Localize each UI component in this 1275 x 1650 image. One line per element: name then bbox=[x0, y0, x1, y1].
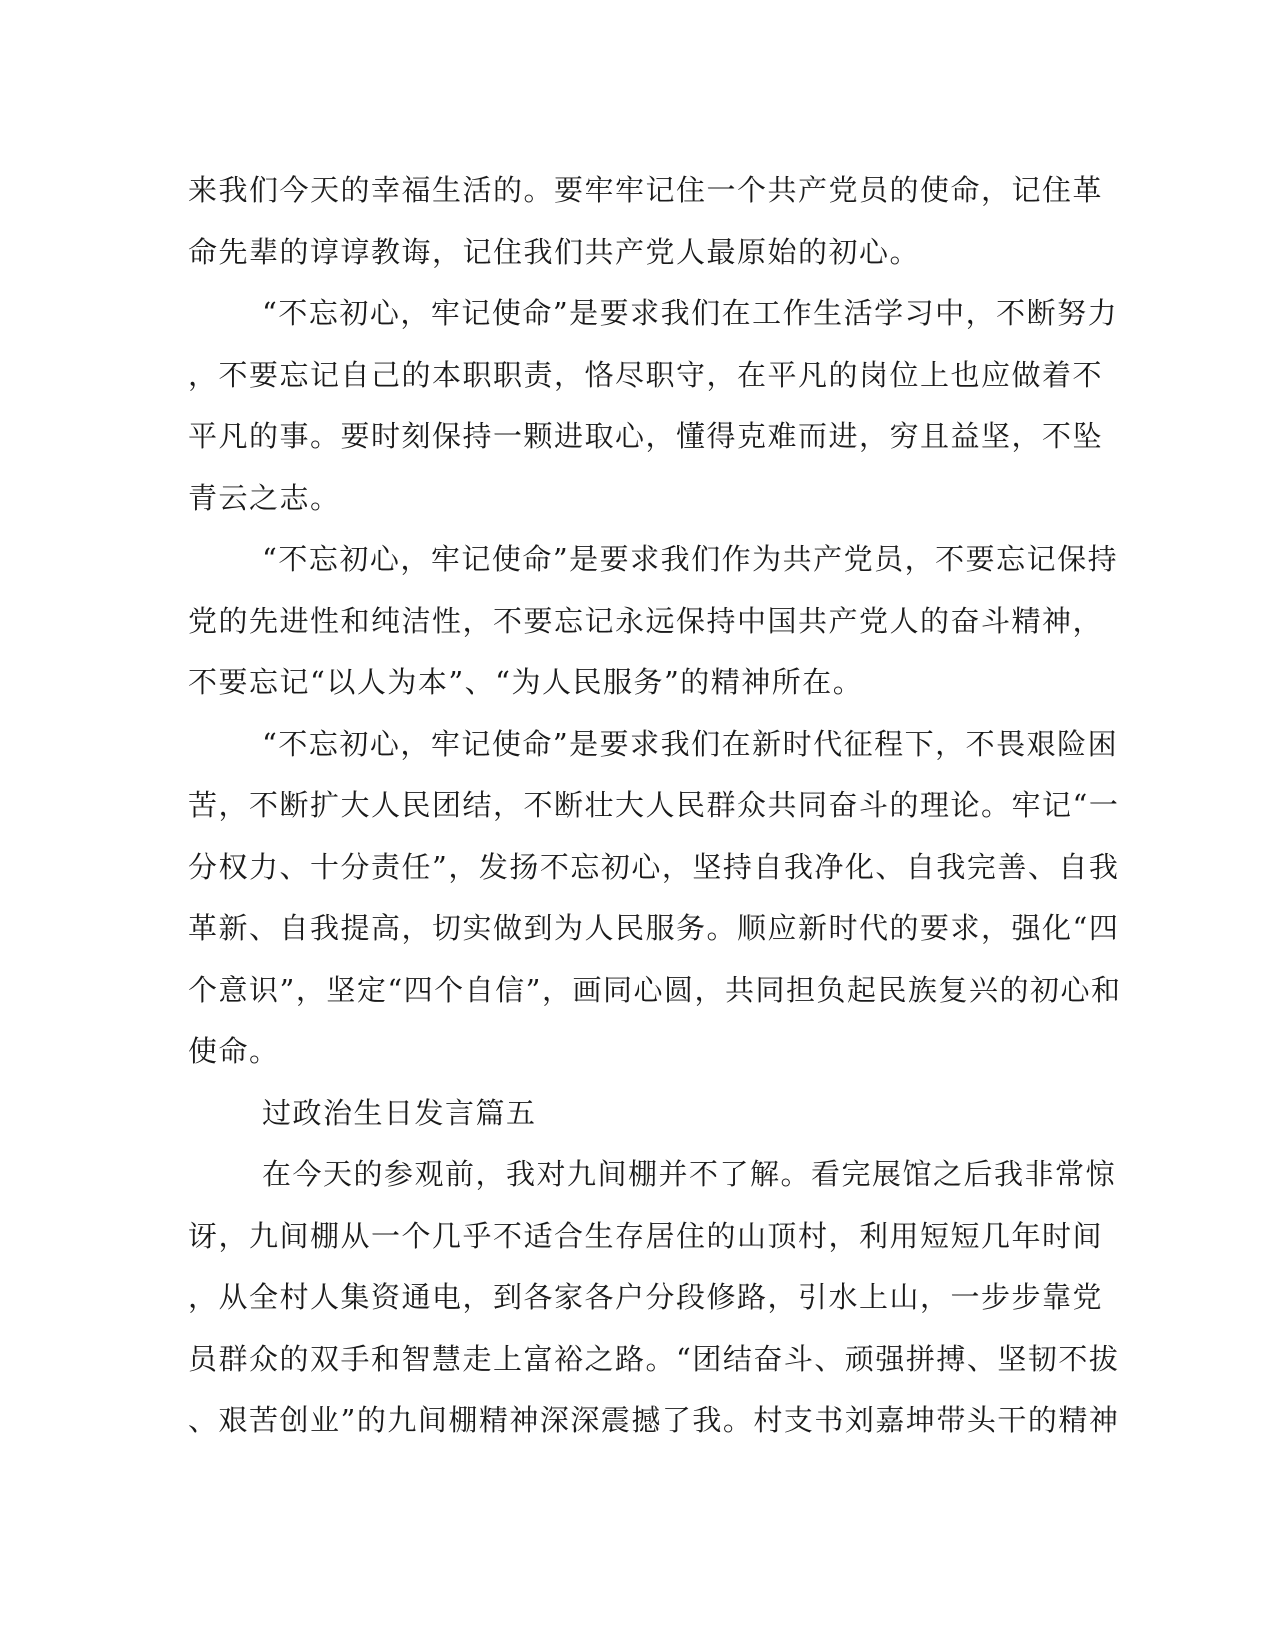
text-line: 来我们今天的幸福生活的。要牢牢记住一个共产党员的使命，记住革 bbox=[188, 173, 1104, 207]
section-heading: 过政治生日发言篇五 bbox=[262, 1095, 537, 1130]
text-line: ，不要忘记自己的本职职责，恪尽职守，在平凡的岗位上也应做着不 bbox=[188, 357, 1104, 392]
text-line: 员群众的双手和智慧走上富裕之路。“团结奋斗、顽强拼搏、坚韧不拔 bbox=[188, 1341, 1120, 1376]
text-line: 命先辈的谆谆教诲，记住我们共产党人最原始的初心。 bbox=[188, 234, 921, 269]
paragraph-start-line: “不忘初心，牢记使命”是要求我们在新时代征程下，不畏艰险困 bbox=[262, 726, 1119, 761]
paragraph-start-line: 在今天的参观前，我对九间棚并不了解。看完展馆之后我非常惊 bbox=[262, 1157, 1117, 1191]
text-line: 、艰苦创业”的九间棚精神深深震撼了我。村支书刘嘉坤带头干的精神 bbox=[188, 1403, 1120, 1437]
text-line: 使命。 bbox=[188, 1034, 280, 1068]
text-line: 分权力、十分责任”，发扬不忘初心，坚持自我净化、自我完善、自我 bbox=[188, 849, 1120, 884]
text-line: 青云之志。 bbox=[188, 480, 341, 515]
paragraph-start-line: “不忘初心，牢记使命”是要求我们在工作生活学习中，不断努力 bbox=[262, 296, 1119, 330]
text-line: 党的先进性和纯洁性，不要忘记永远保持中国共产党人的奋斗精神， bbox=[188, 603, 1104, 638]
text-line: ，从全村人集资通电，到各家各户分段修路，引水上山，一步步靠党 bbox=[188, 1280, 1104, 1314]
text-line: 革新、自我提高，切实做到为人民服务。顺应新时代的要求，强化“四 bbox=[188, 911, 1120, 945]
text-line: 讶，九间棚从一个几乎不适合生存居住的山顶村，利用短短几年时间 bbox=[188, 1218, 1104, 1253]
text-line: 平凡的事。要时刻保持一颗进取心，懂得克难而进，穷且益坚，不坠 bbox=[188, 419, 1104, 453]
document-body bbox=[188, 160, 1122, 1452]
text-line: 苦，不断扩大人民团结，不断壮大人民群众共同奋斗的理论。牢记“一 bbox=[188, 788, 1120, 822]
text-line: 不要忘记“以人为本”、“为人民服务”的精神所在。 bbox=[188, 665, 864, 699]
paragraph-start-line: “不忘初心，牢记使命”是要求我们作为共产党员，不要忘记保持 bbox=[262, 542, 1119, 576]
text-line: 个意识”，坚定“四个自信”，画同心圆，共同担负起民族复兴的初心和 bbox=[188, 972, 1122, 1007]
